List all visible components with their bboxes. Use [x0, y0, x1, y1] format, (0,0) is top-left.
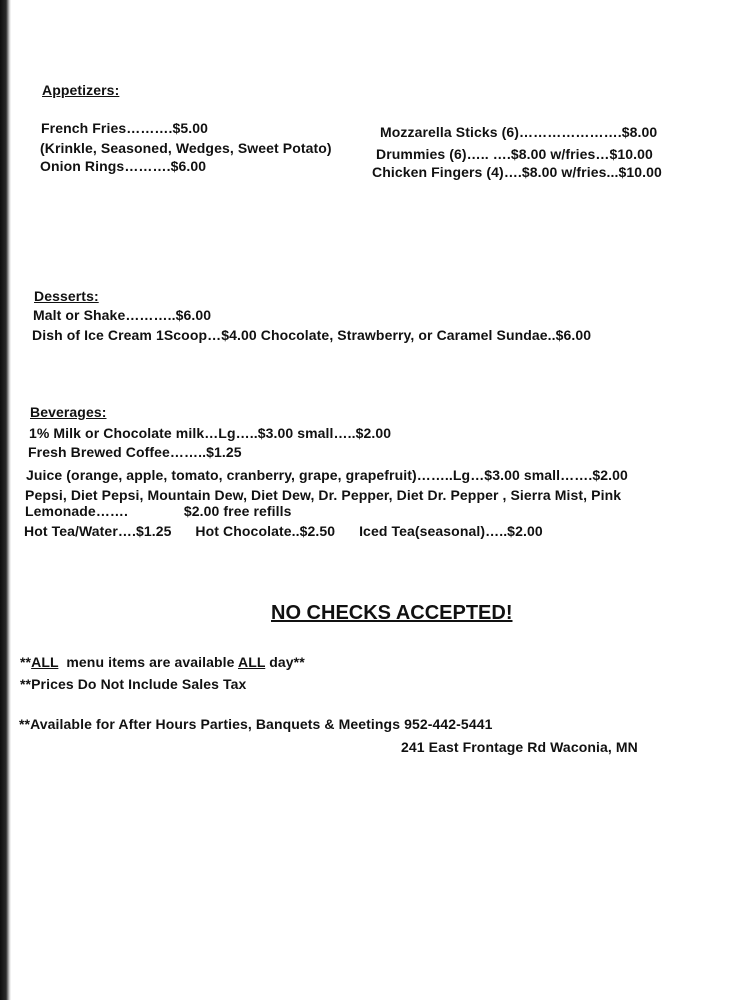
beverages-heading: Beverages:	[30, 404, 107, 420]
beverage-item: Fresh Brewed Coffee……..$1.25	[28, 444, 242, 460]
appetizer-item: Mozzarella Sticks (6)………………….$8.00	[380, 124, 658, 140]
beverage-item: 1% Milk or Chocolate milk…Lg…..$3.00 small…..$2.00	[29, 425, 392, 441]
appetizer-item: (Krinkle, Seasoned, Wedges, Sweet Potato)	[40, 140, 332, 156]
all-day-note	[20, 654, 305, 670]
sales-tax-note: **Prices Do Not Include Sales Tax	[20, 676, 247, 692]
beverage-item: Hot Tea/Water….$1.25 Hot Chocolate..$2.50 Iced Tea(seasonal)…..$2.00	[24, 523, 543, 539]
dessert-item: Dish of Ice Cream 1Scoop…$4.00 Chocolate, Strawberry, or Caramel Sundae..$6.00	[32, 327, 592, 343]
all-emphasis: ALL	[237, 654, 266, 670]
beverage-item: Pepsi, Diet Pepsi, Mountain Dew, Diet Dew, Dr. Pepper, Diet Dr. Pepper , Sierra Mist, Pink	[25, 487, 622, 503]
beverage-item: Juice (orange, apple, tomato, cranberry, grape, grapefruit)……..Lg…$3.00 small…….$2.00	[26, 467, 628, 483]
appetizer-item: Chicken Fingers (4)….$8.00 w/fries...$10.00	[372, 164, 662, 180]
appetizers-heading: Appetizers:	[42, 82, 120, 98]
beverage-item: Lemonade……. $2.00 free refills	[25, 503, 292, 519]
all-emphasis: ALL	[31, 654, 59, 670]
all-day-prefix: **	[20, 654, 32, 670]
dessert-item: Malt or Shake………..$6.00	[33, 307, 212, 323]
no-checks-notice: NO CHECKS ACCEPTED!	[271, 602, 513, 624]
appetizer-item: French Fries……….$5.00	[41, 120, 209, 136]
address: 241 East Frontage Rd Waconia, MN	[401, 739, 638, 755]
appetizer-item: Drummies (6)….. ….$8.00 w/fries…$10.00	[376, 146, 653, 162]
all-day-middle: menu items are available	[58, 654, 238, 670]
all-day-suffix: day**	[265, 654, 305, 670]
parties-note: **Available for After Hours Parties, Banquets & Meetings 952-442-5441	[19, 716, 493, 732]
page-edge-shadow	[0, 0, 11, 1000]
desserts-heading: Desserts:	[34, 288, 99, 304]
appetizer-item: Onion Rings……….$6.00	[40, 158, 207, 174]
